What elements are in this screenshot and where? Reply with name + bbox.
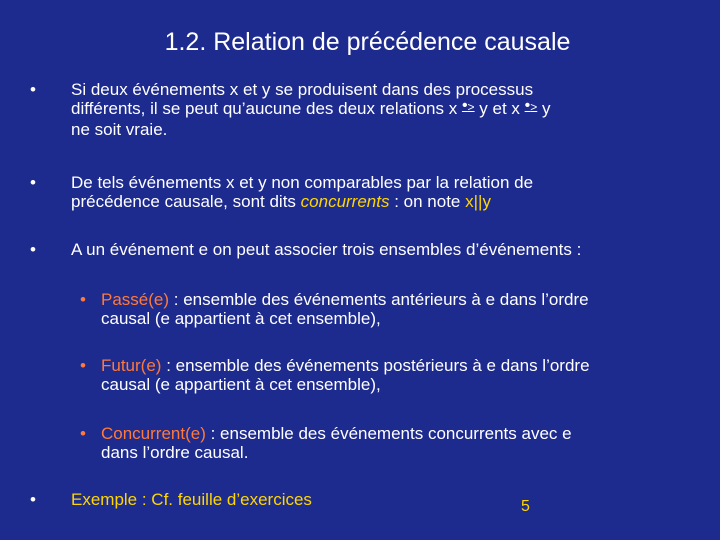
example-text: Exemple : Cf. feuille d’exercices: [71, 490, 312, 509]
subbullet-line: [101, 424, 572, 443]
bullet-line: ne soit vraie.: [71, 120, 168, 139]
bullet-dot: •: [30, 80, 36, 99]
bullet-dot: •: [30, 173, 36, 192]
bullet-dot: •: [30, 490, 36, 509]
text-fragment: précédence causale, sont dits: [71, 192, 301, 211]
subbullet-dot: •: [80, 290, 86, 309]
term-concurrent: Concurrent(e): [101, 424, 206, 443]
subbullet-line: causal (e appartient à cet ensemble),: [101, 309, 381, 328]
subbullet-dot: •: [80, 424, 86, 443]
bullet-line: [71, 192, 533, 211]
bullet-line: A un événement e on peut associer trois ensembles d’événements :: [71, 240, 582, 259]
bullet-concurrent-events: [30, 173, 533, 211]
term-futur: Futur(e): [101, 356, 162, 375]
notation-concurrency: x||y: [465, 192, 491, 211]
subbullet-line: [101, 356, 590, 375]
bullet-line: [71, 99, 551, 120]
text-fragment: : ensemble des événements concurrents avec e: [205, 424, 572, 443]
term-concurrents: concurrents: [300, 192, 390, 211]
bullet-line: Si deux événements x et y se produisent dans des processus: [71, 80, 534, 99]
bullet-three-sets: [30, 240, 581, 259]
bullet-relation-not-true: [30, 80, 551, 139]
term-passe: Passé(e): [101, 290, 170, 309]
precedence-arrow: >: [467, 100, 475, 114]
precedence-dot: •: [461, 97, 468, 114]
subbullet-line: dans l’ordre causal.: [101, 443, 249, 462]
page-number: 5: [521, 498, 530, 515]
subbullet-futur: [80, 356, 590, 394]
precedence-symbol: [525, 97, 538, 114]
subbullet-dot: •: [80, 356, 86, 375]
text-fragment: y et x: [474, 99, 525, 118]
text-fragment: différents, il se peut qu’aucune des deux relations x: [71, 99, 462, 118]
bullet-example: [30, 490, 312, 509]
text-fragment: : ensemble des événements antérieurs à e dans l’ordre: [169, 290, 589, 309]
precedence-dot: •: [524, 97, 531, 114]
precedence-symbol: [462, 97, 475, 114]
text-fragment: : on note: [389, 192, 466, 211]
precedence-arrow: >: [530, 100, 538, 114]
subbullet-concurrent: [80, 424, 572, 462]
slide-title: 1.2. Relation de précédence causale: [164, 28, 571, 56]
subbullet-passe: [80, 290, 589, 328]
subbullet-line: [101, 290, 589, 309]
text-fragment: y: [537, 99, 551, 118]
bullet-dot: •: [30, 240, 36, 259]
subbullet-line: causal (e appartient à cet ensemble),: [101, 375, 381, 394]
text-fragment: : ensemble des événements postérieurs à e dans l’ordre: [161, 356, 590, 375]
bullet-line: De tels événements x et y non comparables par la relation de: [71, 173, 534, 192]
